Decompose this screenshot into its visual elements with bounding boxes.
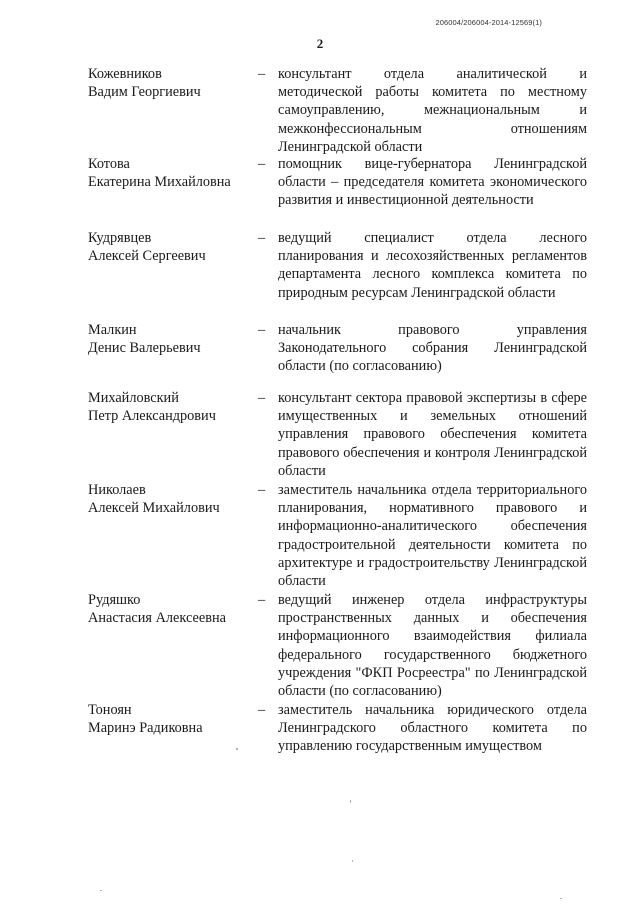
member-surname: Котова [88, 156, 130, 172]
member-name [88, 389, 256, 425]
list-item [0, 481, 640, 591]
separator-dash: – [258, 66, 266, 82]
member-surname: Михайловский [88, 390, 179, 406]
member-position: помощник вице-губернатора Ленинградской области – председателя комитета экономического развития и инвестиционной деятельности [278, 156, 587, 209]
list-item [0, 65, 640, 155]
member-position: консультант сектора правовой экспертизы в сфере имущественных и земельных отношений управления правового обеспечения комитета правового обеспечения и контроля Ленинградской области [278, 390, 587, 479]
member-name [88, 155, 256, 191]
member-name [88, 591, 256, 627]
member-given-name: Вадим Георгиевич [88, 84, 201, 100]
member-given-name: Алексей Михайлович [88, 500, 220, 516]
scan-speck [100, 890, 102, 891]
member-surname: Кожевников [88, 66, 162, 82]
member-given-name: Петр Александрович [88, 408, 216, 424]
member-position: заместитель начальника юридического отдела Ленинградского областного комитета по управлению государственным имуществом [278, 702, 587, 755]
member-given-name: Маринэ Радиковна [88, 720, 203, 736]
separator-dash: – [258, 592, 266, 608]
member-surname: Малкин [88, 322, 137, 338]
member-position: консультант отдела аналитической и методической работы комитета по местному самоуправлению, межнациональным и межконфессиональным отношениям Ленинградской области [278, 66, 587, 155]
member-given-name: Анастасия Алексеевна [88, 610, 226, 626]
scan-speck [352, 860, 353, 862]
member-position: ведущий инженер отдела инфраструктуры пространственных данных и обеспечения информационного взаимодействия филиала федерального государственного бюджетного учреждения "ФКП Росреестра" по Ленинградской области (по согласованию) [278, 592, 587, 700]
separator-dash: – [258, 156, 266, 172]
separator-dash: – [258, 482, 266, 498]
document-reference-number: 206004/206004-2014-12569(1) [435, 18, 542, 27]
separator-dash: – [258, 230, 266, 246]
member-list [0, 65, 640, 791]
list-item [0, 591, 640, 701]
member-name [88, 321, 256, 357]
member-given-name: Денис Валерьевич [88, 340, 201, 356]
member-name [88, 65, 256, 101]
member-name [88, 229, 256, 265]
page-number: 2 [316, 36, 324, 51]
member-position: начальник правового управления Законодательного собрания Ленинградской области (по согласованию) [278, 322, 587, 375]
list-item [0, 389, 640, 481]
member-name [88, 481, 256, 517]
scan-speck [560, 898, 562, 899]
member-name [88, 701, 256, 737]
member-given-name: Алексей Сергеевич [88, 248, 206, 264]
member-position: ведущий специалист отдела лесного планирования и лесохозяйственных регламентов департамента лесного комплекса комитета по природным ресурсам Ленинградской области [278, 230, 587, 301]
scan-speck [350, 800, 351, 803]
member-surname: Тоноян [88, 702, 132, 718]
separator-dash: – [258, 322, 266, 338]
list-item [0, 321, 640, 389]
scan-speck [236, 748, 238, 750]
member-surname: Рудяшко [88, 592, 141, 608]
member-position: заместитель начальника отдела территориального планирования, нормативного правового и информационно-аналитического обеспечения градостроительной деятельности комитета по архитектуре и градостроительству Ленинградской области [278, 482, 587, 590]
list-item [0, 229, 640, 321]
list-item [0, 701, 640, 791]
list-item [0, 155, 640, 229]
member-surname: Кудрявцев [88, 230, 152, 246]
member-surname: Николаев [88, 482, 146, 498]
separator-dash: – [258, 702, 266, 718]
separator-dash: – [258, 390, 266, 406]
member-given-name: Екатерина Михайловна [88, 174, 231, 190]
